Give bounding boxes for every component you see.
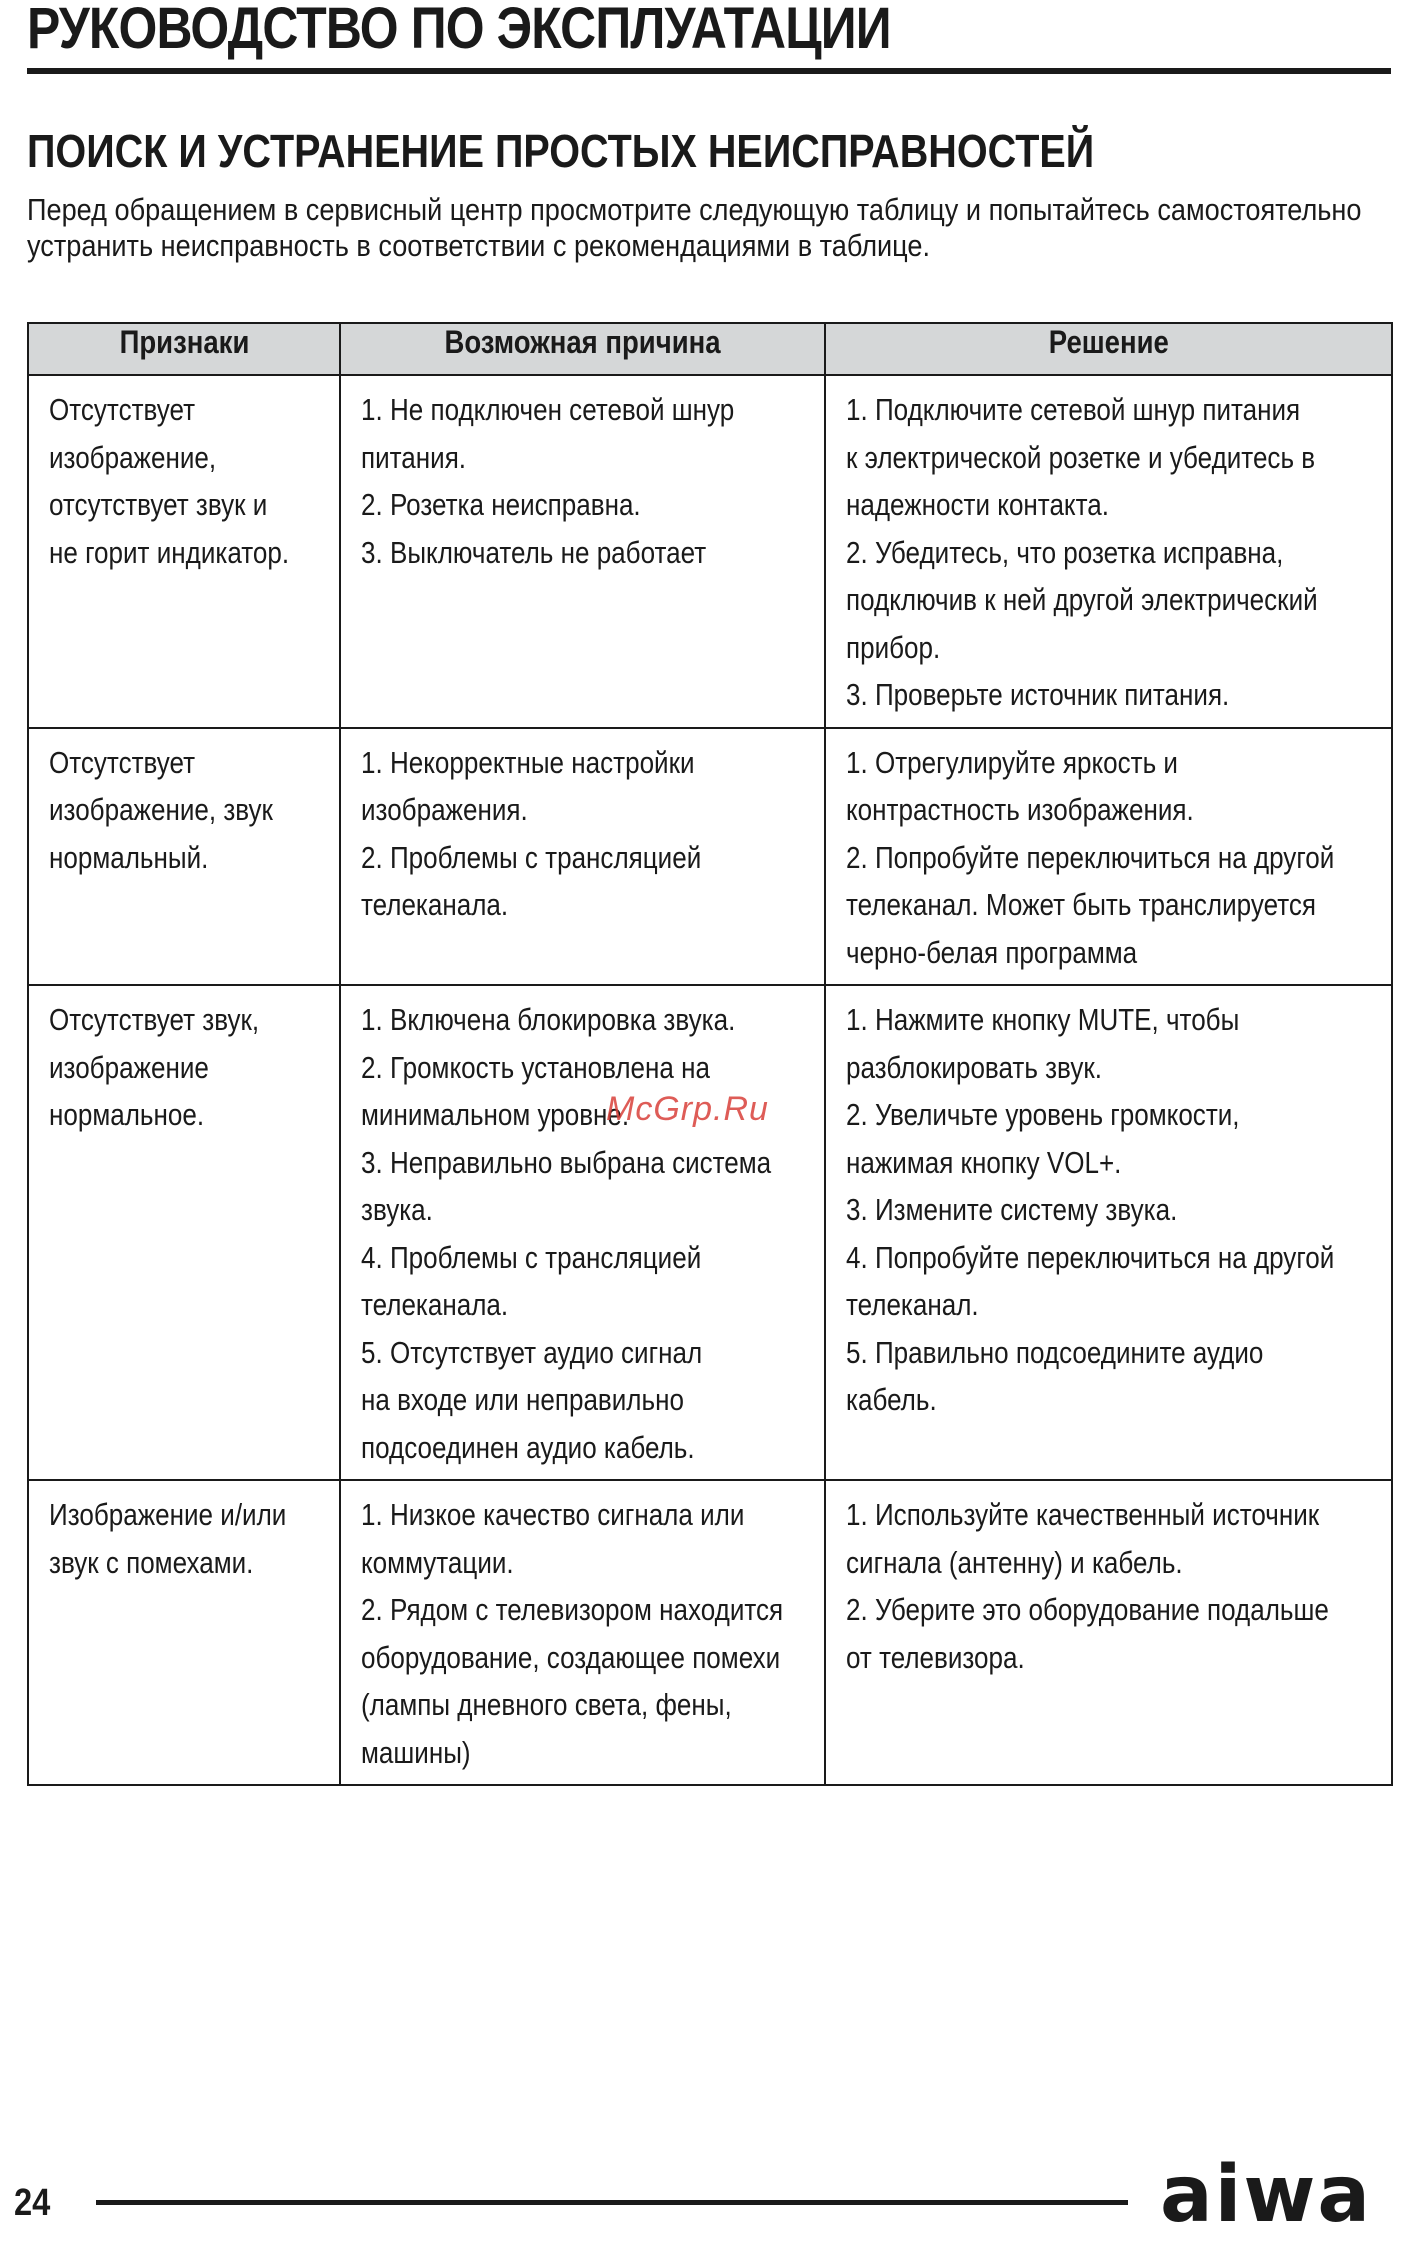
- table-header-row: [28, 323, 1392, 375]
- footer-divider: [96, 2200, 1128, 2205]
- cell-line: 4. Попробуйте переключиться на другой: [846, 1239, 1335, 1275]
- watermark: McGrp.Ru: [606, 1090, 769, 1128]
- cell-line: телеканала.: [361, 1287, 509, 1322]
- cause-cell: [340, 1480, 825, 1785]
- cell-line: 1. Нажмите кнопку MUTE, чтобы: [846, 1002, 1240, 1037]
- header-divider: [27, 68, 1391, 74]
- symptom-cell-content: [49, 996, 319, 1139]
- header-label: Решение: [1048, 324, 1169, 360]
- cell-line: 2. Увеличьте уровень громкости,: [846, 1097, 1240, 1132]
- intro-text: [27, 192, 1392, 264]
- cell-line: к электрической розетке и убедитесь в: [846, 439, 1316, 475]
- cell-line: отсутствует звук и: [49, 487, 268, 522]
- cell-line: не горит индикатор.: [49, 534, 290, 570]
- symptom-cell-content: [49, 386, 319, 576]
- column-header-solution: [825, 323, 1392, 375]
- cause-cell: [340, 375, 825, 728]
- cell-line: нормальное.: [49, 1097, 205, 1132]
- cell-line: минимальном уровне.: [361, 1097, 630, 1132]
- cell-line: телеканал.: [846, 1287, 979, 1322]
- troubleshooting-table: [27, 322, 1393, 1786]
- cause-cell-content: [361, 1491, 804, 1776]
- cell-line: от телевизора.: [846, 1639, 1025, 1675]
- table-row: [28, 728, 1392, 986]
- page-number: 24: [14, 2182, 51, 2224]
- cell-line: 1. Не подключен сетевой шнур: [361, 392, 735, 427]
- cell-line: изображение, звук: [49, 792, 273, 827]
- solution-cell-content: [846, 1491, 1371, 1681]
- cell-line: подсоединен аудио кабель.: [361, 1429, 695, 1465]
- column-header-symptoms: [28, 323, 340, 375]
- header-label: Признаки: [119, 324, 249, 360]
- cell-line: нажимая кнопку VOL+.: [846, 1144, 1122, 1180]
- cell-line: 2. Громкость установлена на: [361, 1049, 710, 1085]
- cell-line: контрастность изображения.: [846, 792, 1194, 827]
- solution-cell-content: [846, 996, 1371, 1424]
- cell-line: 2. Рядом с телевизором находится: [361, 1592, 784, 1627]
- cause-cell: [340, 985, 825, 1480]
- cell-line: звука.: [361, 1192, 433, 1227]
- cause-cell: [340, 728, 825, 986]
- cell-line: изображения.: [361, 792, 528, 827]
- cell-line: 1. Отрегулируйте яркость и: [846, 744, 1178, 780]
- cell-line: 5. Отсутствует аудио сигнал: [361, 1334, 703, 1370]
- cell-line: 2. Проблемы с трансляцией: [361, 839, 702, 875]
- cell-line: 3. Неправильно выбрана система: [361, 1144, 772, 1180]
- cell-line: 2. Убедитесь, что розетка исправна,: [846, 534, 1284, 570]
- symptom-cell-content: [49, 739, 319, 882]
- cell-line: машины): [361, 1734, 471, 1770]
- cell-line: телеканала.: [361, 887, 509, 922]
- table-row: [28, 375, 1392, 728]
- symptom-cell: [28, 375, 340, 728]
- solution-cell: [825, 1480, 1392, 1785]
- cell-line: 3. Проверьте источник питания.: [846, 677, 1230, 712]
- solution-cell-content: [846, 386, 1371, 719]
- intro-line: устранить неисправность в соответствии с рекомендациями в таблице.: [27, 228, 931, 263]
- cell-line: 1. Низкое качество сигнала или: [361, 1497, 745, 1532]
- header-label: Возможная причина: [444, 324, 721, 360]
- cause-cell-content: [361, 739, 804, 929]
- symptom-cell: [28, 1480, 340, 1785]
- symptom-cell: [28, 728, 340, 986]
- cell-line: нормальный.: [49, 839, 209, 875]
- troubleshooting-table-wrap: [27, 322, 1391, 1786]
- cell-line: Отсутствует: [49, 392, 196, 427]
- cell-line: Отсутствует звук,: [49, 1002, 260, 1037]
- cell-line: изображение: [49, 1049, 209, 1085]
- cell-line: 1. Используйте качественный источник: [846, 1497, 1320, 1532]
- cell-line: кабель.: [846, 1382, 937, 1417]
- cell-line: изображение,: [49, 439, 217, 475]
- cell-line: на входе или неправильно: [361, 1382, 684, 1417]
- cell-line: черно-белая программа: [846, 934, 1138, 970]
- cell-line: 3. Выключатель не работает: [361, 534, 707, 570]
- cell-line: 2. Розетка неисправна.: [361, 487, 641, 522]
- cell-line: 1. Подключите сетевой шнур питания: [846, 392, 1301, 427]
- cell-line: сигнала (антенну) и кабель.: [846, 1544, 1183, 1580]
- cause-cell-content: [361, 996, 804, 1471]
- symptom-cell: [28, 985, 340, 1480]
- cell-line: Отсутствует: [49, 744, 196, 780]
- manual-title: РУКОВОДСТВО ПО ЭКСПЛУАТАЦИИ: [27, 0, 891, 61]
- column-header-cause: [340, 323, 825, 375]
- cell-line: 1. Включена блокировка звука.: [361, 1002, 736, 1037]
- cell-line: 3. Измените систему звука.: [846, 1192, 1178, 1227]
- cell-line: 2. Уберите это оборудование подальше: [846, 1592, 1329, 1627]
- solution-cell: [825, 375, 1392, 728]
- cause-cell-content: [361, 386, 804, 576]
- solution-cell: [825, 728, 1392, 986]
- cell-line: питания.: [361, 439, 467, 475]
- section-title: ПОИСК И УСТРАНЕНИЕ ПРОСТЫХ НЕИСПРАВНОСТЕЙ: [27, 125, 1095, 177]
- solution-cell-content: [846, 739, 1371, 977]
- cell-line: звук с помехами.: [49, 1544, 254, 1580]
- intro-line: Перед обращением в сервисный центр просмотрите следующую таблицу и попытайтесь самостоятельно: [27, 192, 1362, 227]
- cell-line: подключив к ней другой электрический: [846, 582, 1318, 617]
- cell-line: 2. Попробуйте переключиться на другой: [846, 839, 1335, 875]
- cell-line: оборудование, создающее помехи: [361, 1639, 781, 1675]
- cell-line: прибор.: [846, 629, 941, 665]
- cell-line: разблокировать звук.: [846, 1049, 1102, 1085]
- cell-line: коммутации.: [361, 1544, 514, 1580]
- table-row: [28, 1480, 1392, 1785]
- cell-line: (лампы дневного света, фены,: [361, 1687, 732, 1722]
- cell-line: надежности контакта.: [846, 487, 1109, 522]
- table-body: [28, 375, 1392, 1785]
- cell-line: 1. Некорректные настройки: [361, 744, 695, 780]
- cell-line: Изображение и/или: [49, 1497, 287, 1532]
- table-row: [28, 985, 1392, 1480]
- brand-logo: aiwa: [1160, 2150, 1373, 2240]
- cell-line: телеканал. Может быть транслируется: [846, 887, 1316, 922]
- symptom-cell-content: [49, 1491, 319, 1586]
- cell-line: 5. Правильно подсоедините аудио: [846, 1334, 1264, 1370]
- cell-line: 4. Проблемы с трансляцией: [361, 1239, 702, 1275]
- solution-cell: [825, 985, 1392, 1480]
